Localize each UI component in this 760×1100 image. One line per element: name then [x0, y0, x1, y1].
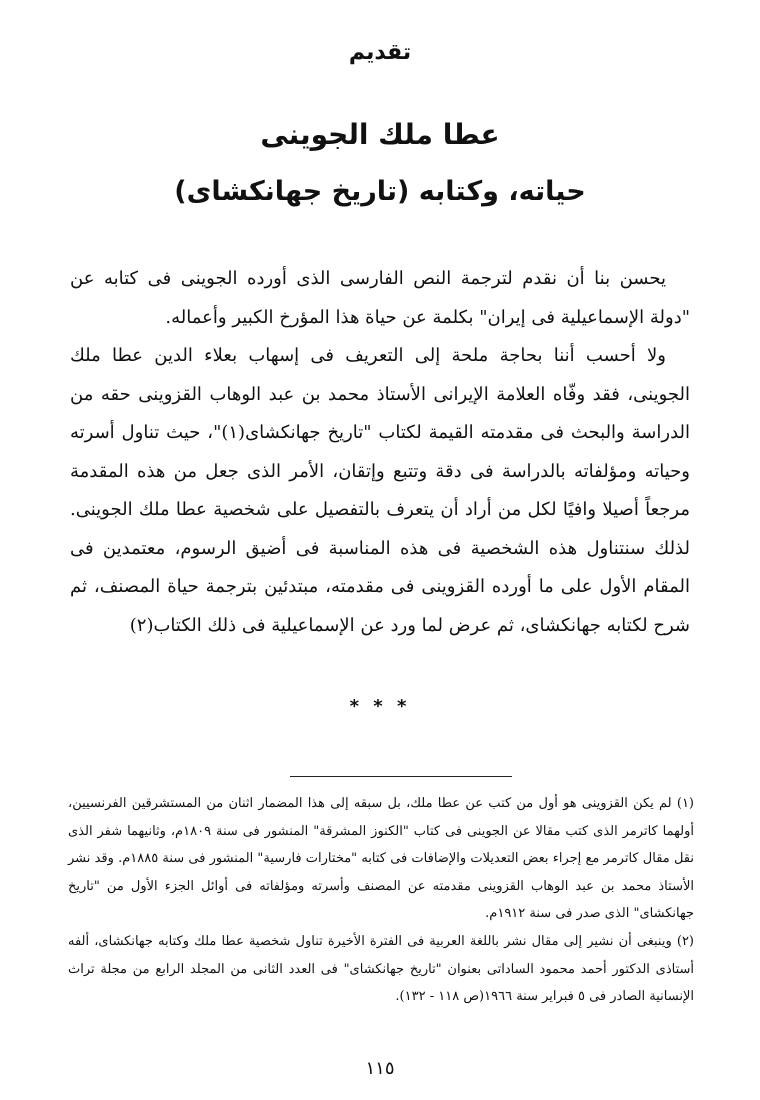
section-separator: * * *: [349, 696, 411, 717]
footnote-1: (١) لم يكن القزوينى هو أول من كتب عن عطا ملك، بل سبقه إلى هذا المضمار اثنان من المستشرقين الفرنسيين، أولهما كاترمر الذى كتب مقالا عن الجوينى فى كتاب "الكنوز المشرقة" المنشور فى سنة ١٨٠٩م، وثانيهما شفر الذى نقل مقال كاترمر مع إجراء بعض التعديلات والإضافات فى كتابه "مختارات فارسية" المنشور فى سنة ١٨٨٥م. وقد نشر الأستاذ محمد بن عبد الوهاب القزوينى مقدمته عن المصنف وأسرته ومؤلفاته فى أوائل الجزء الأول من "تاريخ جهانكشاى" الذى صدر فى سنة ١٩١٢م.: [68, 796, 694, 922]
page-subtitle: حياته، وكتابه (تاريخ جهانكشاى): [174, 176, 586, 207]
body-paragraph-1: يحسن بنا أن نقدم لترجمة النص الفارسى الذى أورده الجوينى فى كتابه عن "دولة الإسماعيلية فى إيران" بكلمة عن حياة هذا المؤرخ الكبير وأعماله.: [70, 268, 690, 328]
section-label: تقديم: [348, 40, 412, 65]
page-number: ١١٥: [365, 1058, 395, 1079]
body-paragraph-2: ولا أحسب أننا بحاجة ملحة إلى التعريف فى إسهاب بعلاء الدين عطا ملك الجوينى، فقد وفّاه العلامة الإيرانى الأستاذ محمد بن عبد الوهاب القزوينى حقه من الدراسة والبحث فى مقدمته القيمة لكتاب "تاريخ جهانكشاى(١)"، حيث تناول أسرته وحياته ومؤلفاته بالدراسة فى دقة وتتبع وإتقان، الأمر الذى جعل من هذه المقدمة مرجعاً أصيلا وافيًا لكل من أراد أن يتعرف بالتفصيل على شخصية عطا ملك الجوينى. لذلك سنتناول هذه الشخصية فى هذه المناسبة فى أضيق الرسوم، معتمدين فى المقام الأول على ما أورده القزوينى فى مقدمته، مبتدئين بترجمة حياة المصنف، ثم شرح لكتابه جهانكشاى، ثم عرض لما ورد عن الإسماعيلية فى ذلك الكتاب(٢): [70, 345, 690, 636]
footnotes: [68, 790, 694, 1011]
body-text: [70, 260, 690, 645]
footnote-divider: [290, 776, 512, 777]
page-title: عطا ملك الجوينى: [260, 118, 500, 151]
footnote-2: (٢) وينبغى أن نشير إلى مقال نشر باللغة العربية فى الفترة الأخيرة تناول شخصية عطا ملك وكتابه جهانكشاى، ألفه أستاذى الدكتور أحمد محمود الساداتى بعنوان "تاريخ جهانكشاى" فى العدد الثانى من المجلد الرابع من مجلة تراث الإنسانية الصادر فى ٥ فبراير سنة ١٩٦٦(ص ١١٨ - ١٣٢).: [68, 933, 694, 1005]
